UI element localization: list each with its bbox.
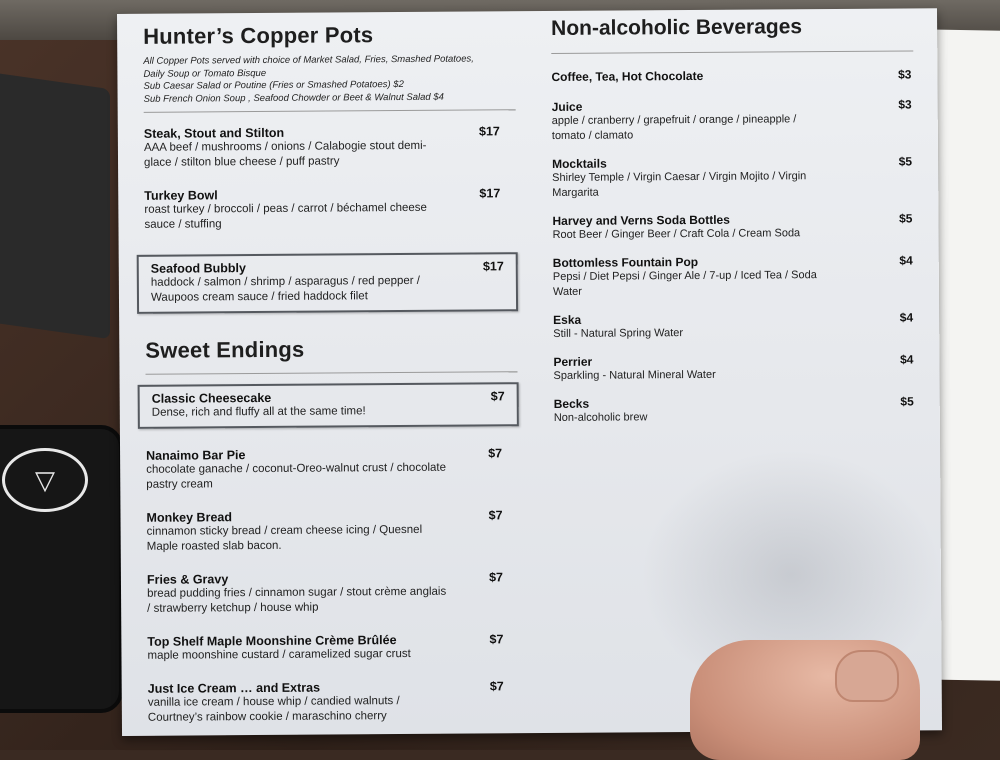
menu-item (148, 679, 528, 726)
menu-item (144, 124, 524, 171)
item-description: haddock / salmon / shrimp / asparagus / red pepper / Waupoos cream sauce / fried haddock filet (150, 274, 421, 304)
item-name: Classic Cheesecake (151, 390, 272, 406)
item-price: $7 (488, 508, 503, 523)
beverage-item (551, 67, 911, 84)
note-line: Sub Caesar Salad or Poutine (Fries or Smashed Potatoes) $2 (143, 78, 404, 92)
note-line: Daily Soup or Tomato Bisque (143, 67, 267, 80)
beverage-price: $5 (898, 154, 913, 169)
beverage-name: Bottomless Fountain Pop (552, 254, 699, 270)
beverage-price: $4 (899, 253, 913, 268)
beverage-description: Root Beer / Ginger Beer / Craft Cola / Cream Soda (552, 227, 801, 241)
item-description: roast turkey / broccoli / peas / carrot / béchamel cheese sauce / stuffing (144, 201, 427, 231)
sweet-endings-title: Sweet Endings (145, 336, 305, 363)
item-name: Nanaimo Bar Pie (146, 448, 246, 463)
item-price: $17 (479, 186, 501, 201)
menu-item (147, 570, 527, 617)
beverage-name: Eska (553, 312, 582, 327)
beverage-item (552, 211, 912, 243)
featured-menu-item (138, 382, 519, 429)
item-name: Top Shelf Maple Moonshine Crème Brûlée (147, 633, 397, 649)
beverage-price: $4 (900, 352, 914, 367)
left-column (143, 21, 528, 726)
item-name: Seafood Bubbly (150, 261, 246, 276)
copper-pots-notes (143, 53, 523, 106)
item-name: Turkey Bowl (144, 188, 218, 203)
beverage-price: $4 (899, 310, 914, 325)
featured-menu-item (137, 252, 518, 314)
item-price: $7 (489, 679, 504, 694)
beverage-name: Perrier (553, 354, 593, 369)
section-divider (144, 109, 516, 113)
item-description: bread pudding fries / cinnamon sugar / stout crème anglais / strawberry ketchup / house whip (147, 585, 447, 615)
item-description: chocolate ganache / coconut-Oreo-walnut crust / chocolate pastry cream (146, 461, 447, 491)
beverage-name: Coffee, Tea, Hot Chocolate (551, 68, 704, 84)
menu-item (147, 632, 527, 664)
menu-item (146, 508, 526, 555)
beverage-description: Sparkling - Natural Mineral Water (553, 368, 716, 382)
beverage-price: $5 (899, 211, 913, 226)
beverage-item (552, 97, 912, 144)
beverage-item (553, 253, 913, 300)
item-name: Just Ice Cream … and Extras (147, 680, 321, 696)
item-price: $7 (489, 632, 504, 647)
menu-item (146, 446, 526, 493)
note-line: All Copper Pots served with choice of Market Salad, Fries, Smashed Potatoes, (143, 53, 474, 67)
item-name: Fries & Gravy (146, 572, 229, 587)
phone-logo-icon: ▽ (2, 448, 88, 512)
beverage-name: Juice (551, 99, 583, 114)
thumbnail (835, 650, 899, 702)
beverage-description: Non-alcoholic brew (553, 411, 648, 424)
section-divider (551, 50, 913, 54)
beverage-item (552, 154, 912, 201)
beverage-name: Harvey and Verns Soda Bottles (552, 212, 730, 228)
menu-sheet (117, 8, 942, 736)
beverage-name: Becks (553, 396, 590, 411)
item-description: vanilla ice cream / house whip / candied walnuts / Courtney’s rainbow cookie / maraschino cherry (147, 695, 400, 724)
beverages-title: Non-alcoholic Beverages (551, 15, 803, 40)
menu-item (144, 186, 524, 233)
beverage-description: Pepsi / Diet Pepsi / Ginger Ale / 7-up / Iced Tea / Soda Water (552, 269, 817, 298)
item-price: $17 (478, 124, 500, 139)
beverage-item (553, 310, 913, 342)
item-price: $7 (488, 570, 503, 585)
beverage-item (553, 352, 913, 384)
item-description: maple moonshine custard / caramelized sugar crust (147, 647, 411, 662)
tablet-stand (0, 71, 110, 339)
item-description: cinnamon sticky bread / cream cheese icing / Quesnel Maple roasted slab bacon. (146, 523, 423, 553)
beverage-price: $3 (898, 97, 912, 112)
beverage-price: $3 (898, 67, 912, 82)
note-line: Sub French Onion Soup , Seafood Chowder or Beet & Walnut Salad $4 (143, 91, 444, 105)
beverage-name: Mocktails (552, 156, 607, 171)
item-description: AAA beef / mushrooms / onions / Calabogie stout demi-glace / stilton blue cheese / puff pastry (143, 139, 427, 169)
item-name: Monkey Bread (146, 510, 233, 525)
item-description: Dense, rich and fluffy all at the same time! (151, 405, 366, 419)
beverage-item (554, 394, 914, 426)
beverage-description: Still - Natural Spring Water (553, 327, 684, 340)
item-price: $7 (490, 389, 505, 404)
item-price: $7 (488, 446, 503, 461)
beverage-description: Shirley Temple / Virgin Caesar / Virgin Mojito / Virgin Margarita (552, 170, 807, 199)
beverage-price: $5 (900, 394, 914, 409)
beverage-description: apple / cranberry / grapefruit / orange / pineapple / tomato / clamato (551, 113, 797, 142)
right-column (551, 14, 914, 426)
section-divider (146, 371, 518, 375)
copper-pots-title: Hunter’s Copper Pots (143, 22, 374, 49)
item-price: $17 (482, 259, 504, 274)
item-name: Steak, Stout and Stilton (143, 125, 285, 141)
